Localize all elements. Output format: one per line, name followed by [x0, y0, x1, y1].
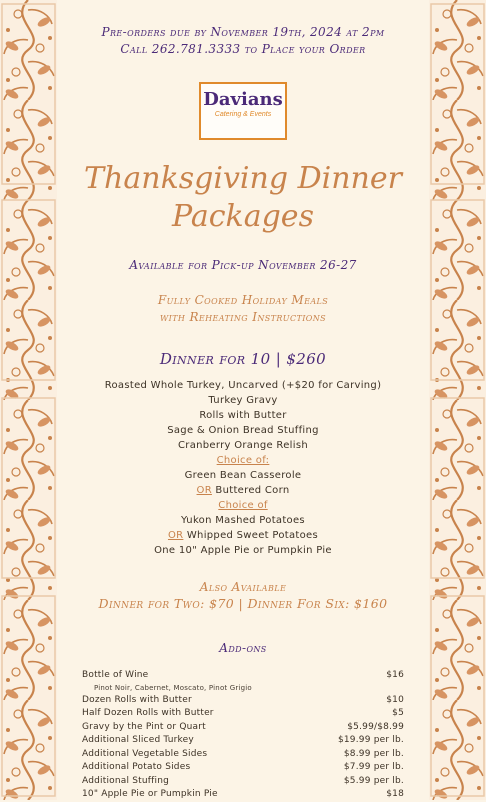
choice-label: Choice of [218, 500, 268, 511]
dinner-menu [70, 378, 416, 558]
choice-label: Choice of: [216, 455, 270, 466]
addon-row [70, 669, 416, 683]
menu-item: Rolls with Butter [199, 410, 287, 421]
menu-item: Roasted Whole Turkey, Uncarved (+$20 for Carving) [104, 380, 382, 391]
addon-name: Half Dozen Rolls with Butter [82, 708, 214, 718]
dinner-heading: Dinner for 10 | $260 [159, 350, 327, 368]
title-line-1: Thanksgiving Dinner [84, 161, 402, 196]
addon-row [70, 761, 416, 775]
wine-varieties: Pinot Noir, Cabernet, Moscato, Pinot Grigio [94, 683, 252, 692]
preorder-deadline: Pre-orders due by November 19th, 2024 at 2pm [101, 25, 385, 39]
also-available-heading: Also Available [199, 580, 287, 594]
preorder-notice [70, 24, 416, 58]
addon-price: $10 [386, 694, 404, 705]
logo-tagline: Catering & Events [214, 111, 272, 118]
menu-item: Yukon Mashed Potatoes [181, 515, 305, 526]
addon-price: $16 [386, 670, 404, 680]
addon-price: $5 [392, 708, 404, 718]
addon-row [70, 694, 416, 708]
flyer-content [70, 0, 416, 800]
menu-item: Cranberry Orange Relish [178, 440, 308, 451]
addon-row [70, 775, 416, 789]
addon-row [70, 734, 416, 748]
logo-name: Davians [203, 89, 283, 110]
addon-name: Additional Sliced Turkey [82, 735, 194, 745]
preorder-phone: Call 262.781.3333 to Place your Order [120, 42, 366, 56]
addon-row [70, 788, 416, 802]
addon-name: Bottle of Wine [82, 670, 149, 680]
addon-row [70, 721, 416, 735]
addon-name: Gravy by the Pint or Quart [82, 721, 206, 732]
addon-price: $7.99 per lb. [343, 762, 404, 772]
cooked-line-2: with Reheating Instructions [159, 310, 327, 324]
addon-price: $5.99 per lb. [343, 775, 404, 786]
davians-logo [199, 82, 287, 140]
right-floral-border [429, 0, 486, 800]
addon-row [70, 707, 416, 721]
also-available-options: Dinner for Two: $70 | Dinner For Six: $160 [98, 596, 388, 611]
or-word: OR [196, 485, 212, 496]
or-word: OR [167, 530, 184, 541]
floral-border-left-art [0, 0, 57, 800]
addon-name: Additional Stuffing [82, 775, 170, 786]
cooked-line-1: Fully Cooked Holiday Meals [157, 293, 329, 307]
page-title [70, 160, 416, 236]
menu-item: Green Bean Casserole [184, 470, 302, 481]
addon-row [70, 748, 416, 762]
addon-name: 10" Apple Pie or Pumpkin Pie [82, 789, 218, 799]
menu-item: Whipped Sweet Potatoes [183, 530, 319, 541]
left-floral-border [0, 0, 57, 800]
title-line-2: Packages [172, 199, 314, 234]
addon-price: $19.99 per lb. [337, 735, 404, 745]
addon-price: $8.99 per lb. [343, 748, 404, 759]
addons-heading: Add-ons [219, 641, 267, 655]
menu-item: One 10" Apple Pie or Pumpkin Pie [154, 545, 332, 556]
addon-name: Dozen Rolls with Butter [82, 694, 192, 705]
addons-list [70, 669, 416, 802]
floral-border-right-art [429, 0, 486, 800]
addon-price: $18 [386, 789, 404, 799]
addon-name: Additional Vegetable Sides [82, 748, 208, 759]
cooked-note [70, 292, 416, 326]
menu-item: Buttered Corn [211, 485, 290, 496]
menu-item: Sage & Onion Bread Stuffing [167, 425, 319, 436]
pickup-availability: Available for Pick-up November 26-27 [129, 258, 357, 272]
addon-name: Additional Potato Sides [82, 762, 191, 772]
menu-item: Turkey Gravy [208, 395, 278, 406]
addon-price: $5.99/$8.99 [347, 721, 404, 732]
